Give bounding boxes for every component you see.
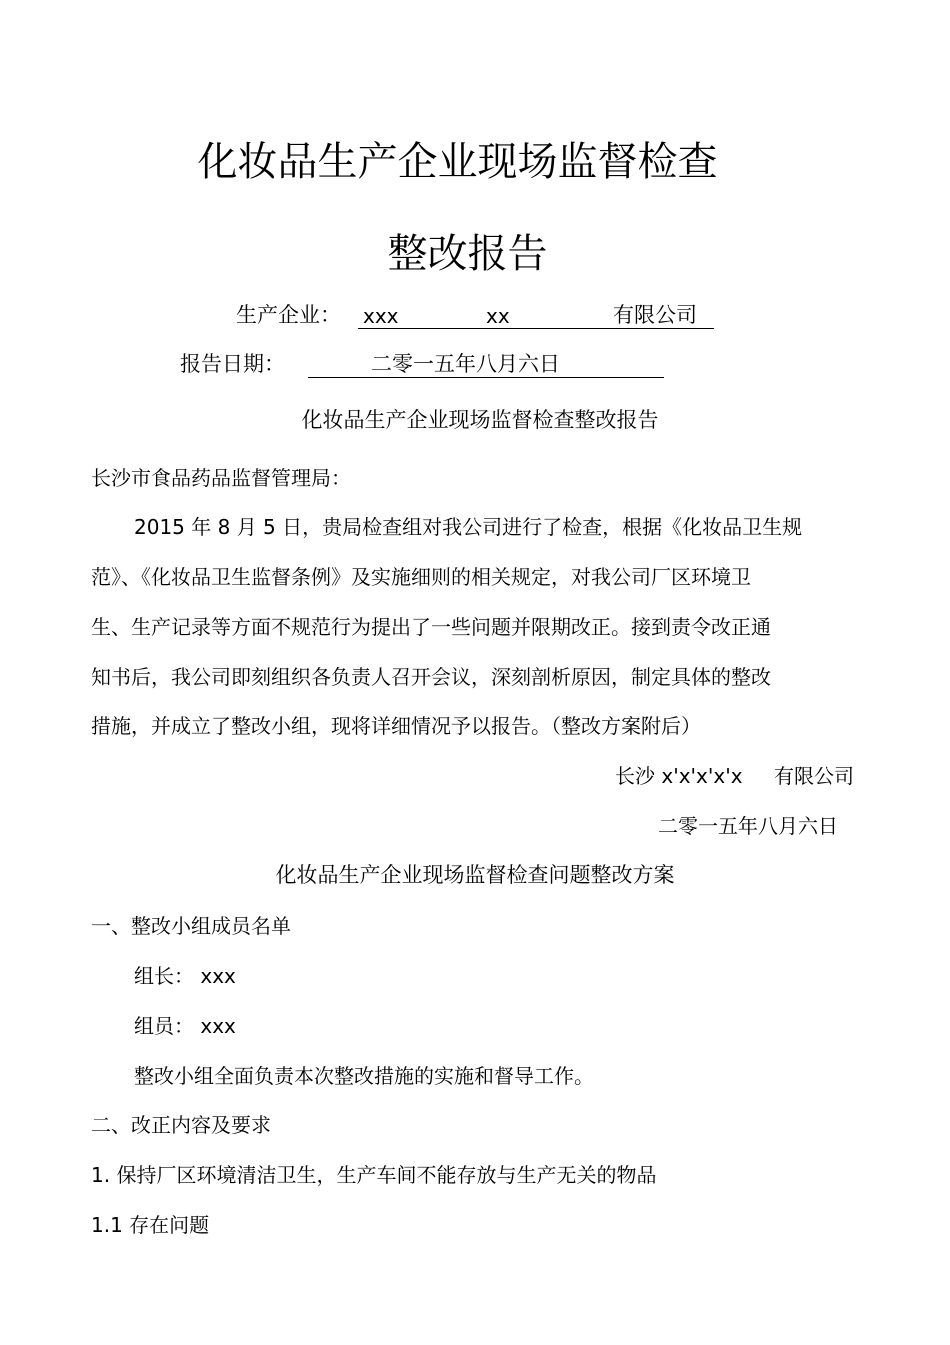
report-date-value: 二零一五年八月六日 [371,352,560,376]
paragraph-line: 知书后，我公司即刻组织各负责人召开会议，深刻剖析原因，制定具体的整改 [91,665,771,689]
paragraph-line: 2015 年 8 月 5 日，贵局检查组对我公司进行了检查，根据《化妆品卫生规 [134,515,803,539]
company-name-part-3: 有限公司 [613,303,697,327]
item-1-1: 1.1 存在问题 [91,1213,210,1237]
report-date-underline [308,377,664,378]
company-name-part-2: xx [486,304,510,328]
plan-heading: 化妆品生产企业现场监督检查问题整改方案 [275,863,675,887]
report-recipient: 长沙市食品药品监督管理局： [91,466,351,490]
team-duty: 整改小组全面负责本次整改措施的实施和督导工作。 [134,1064,594,1088]
company-name-part-1: xxx [363,304,399,328]
company-label: 生产企业： [236,303,341,327]
section-2-title: 二、改正内容及要求 [91,1113,271,1137]
paragraph-line: 措施，并成立了整改小组，现将详细情况予以报告。（整改方案附后） [91,714,701,738]
team-leader: 组长： xxx [134,964,236,988]
document-title-line-1: 化妆品生产企业现场监督检查 [197,139,718,185]
team-member: 组员： xxx [134,1014,236,1038]
signature-date: 二零一五年八月六日 [658,814,838,838]
paragraph-line: 生、生产记录等方面不规范行为提出了一些问题并限期改正。接到责令改正通 [91,615,771,639]
item-1: 1. 保持厂区环境清洁卫生，生产车间不能存放与生产无关的物品 [91,1163,657,1187]
section-1-title: 一、整改小组成员名单 [91,914,291,938]
paragraph-line: 范》、《化妆品卫生监督条例》及实施细则的相关规定，对我公司厂区环境卫 [91,565,751,589]
company-underline [358,328,714,329]
report-heading: 化妆品生产企业现场监督检查整改报告 [301,408,659,432]
document-title-line-2: 整改报告 [387,231,548,277]
signature-company-name: 长沙 x'x'x'x'x [615,764,743,788]
report-date-label: 报告日期： [180,352,285,376]
signature-company-suffix: 有限公司 [774,764,854,788]
